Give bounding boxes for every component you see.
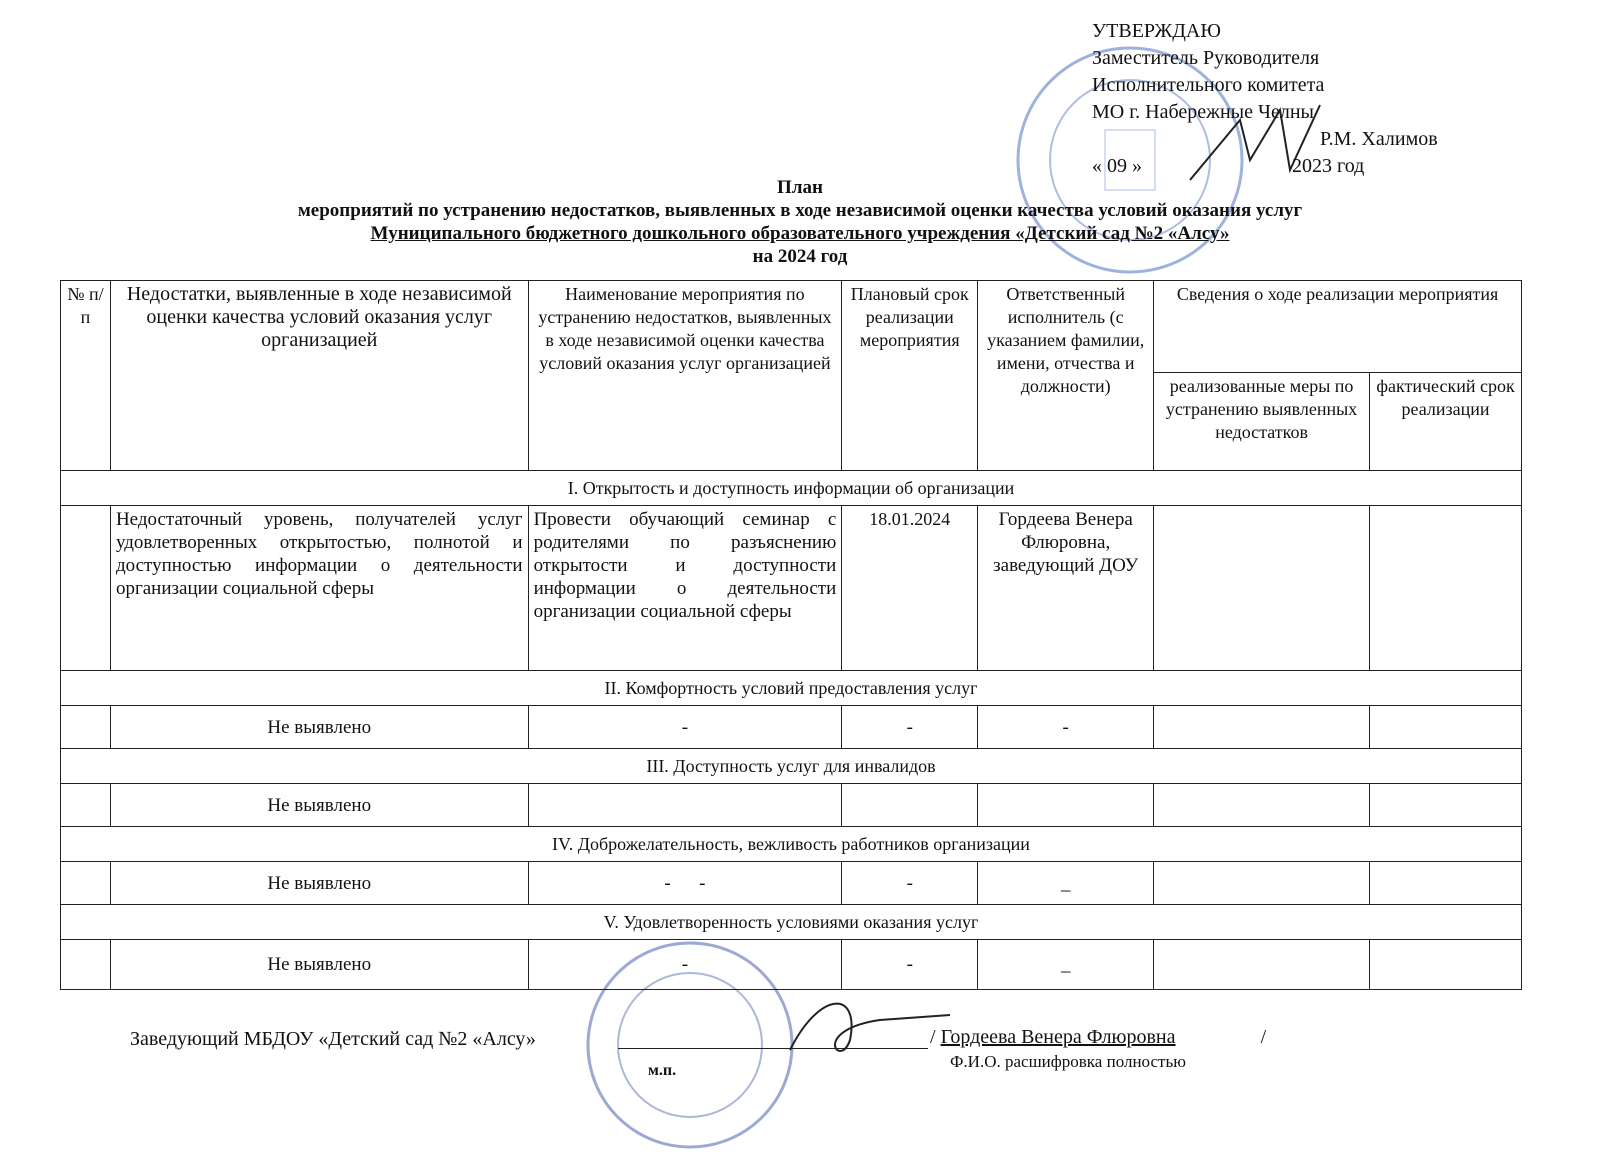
header-deadline: Плановый срок реализации мероприятия <box>842 281 978 471</box>
cell-deadline: 18.01.2024 <box>842 506 978 671</box>
approval-position: Заместитель Руководителя <box>1092 47 1320 69</box>
footer-position: Заведующий МБДОУ «Детский сад №2 «Алсу» <box>130 1028 536 1050</box>
header-deficiencies: Недостатки, выявленные в ходе независимой оценки качества условий оказания услуг организацией <box>110 281 528 471</box>
cell-deadline: - <box>842 940 978 990</box>
table-row <box>61 706 1522 749</box>
cell-actual <box>1370 940 1522 990</box>
cell-realized <box>1154 862 1370 905</box>
header-progress: Сведения о ходе реализации мероприятия <box>1154 281 1522 373</box>
footer-name: Гордеева Венера Флюровна <box>940 1026 1176 1048</box>
stamp-place-label: м.п. <box>648 1062 677 1079</box>
heading-subject: мероприятий по устранению недостатков, выявленных в ходе независимой оценки качества условий оказания услуг <box>297 200 1303 221</box>
approval-day: « 09 » <box>1092 155 1142 177</box>
footer-name-caption: Ф.И.О. расшифровка полностью <box>950 1052 1186 1071</box>
section-title: V. Удовлетворенность условиями оказания услуг <box>61 905 1522 940</box>
heading-year: на 2024 год <box>752 246 848 267</box>
table-row <box>61 784 1522 827</box>
cell-realized <box>1154 940 1370 990</box>
header-responsible: Ответственный исполнитель (с указанием фамилии, имени, отчества и должности) <box>978 281 1154 471</box>
cell-measure <box>528 784 842 827</box>
heading-organization: Муниципального бюджетного дошкольного образовательного учреждения «Детский сад №2 «Алсу» <box>370 223 1230 244</box>
cell-measure: Провести обучающий семинар с родителями по разъяснению открытости и доступности информации о деятельности организации социальной сферы <box>528 506 842 671</box>
cell-responsible: Гордеева Венера Флюровна, заведующий ДОУ <box>978 506 1154 671</box>
header-realized: реализованные меры по устранению выявленных недостатков <box>1154 373 1370 471</box>
table-row <box>61 506 1522 671</box>
cell-actual <box>1370 506 1522 671</box>
cell-responsible: - <box>978 706 1154 749</box>
cell-responsible: _ <box>978 862 1154 905</box>
footer-name-block: / Гордеева Венера Флюровна / <box>930 1026 1267 1048</box>
approval-block <box>1092 18 1438 180</box>
approval-year: 2023 год <box>1292 155 1365 177</box>
cell-actual <box>1370 784 1522 827</box>
cell-responsible <box>978 784 1154 827</box>
table-row <box>61 940 1522 990</box>
cell-deficiency: Недостаточный уровень, получателей услуг удовлетворенных открытостью, полнотой и доступностью информации о деятельности организации социальной сферы <box>110 506 528 671</box>
header-measure: Наименование мероприятия по устранению недостатков, выявленных в ходе независимой оценки качества условий оказания услуг организацией <box>528 281 842 471</box>
cell-deadline: - <box>842 862 978 905</box>
cell-actual <box>1370 862 1522 905</box>
cell-deficiency: Не выявлено <box>110 706 528 749</box>
cell-measure: - <box>528 706 842 749</box>
document-heading <box>60 176 1540 268</box>
header-actual: фактический срок реализации <box>1370 373 1522 471</box>
header-num: № п/п <box>61 281 111 471</box>
approval-city: МО г. Набережные Челны <box>1092 101 1314 123</box>
section-title: IV. Доброжелательность, вежливость работников организации <box>61 827 1522 862</box>
table-row <box>61 862 1522 905</box>
cell-measure: - <box>528 940 842 990</box>
cell-responsible: _ <box>978 940 1154 990</box>
section-title: II. Комфортность условий предоставления услуг <box>61 671 1522 706</box>
cell-measure: - - <box>528 862 842 905</box>
cell-deficiency: Не выявлено <box>110 940 528 990</box>
cell-realized <box>1154 784 1370 827</box>
heading-plan: План <box>777 177 823 198</box>
cell-realized <box>1154 506 1370 671</box>
cell-deficiency: Не выявлено <box>110 784 528 827</box>
section-title: I. Открытость и доступность информации об организации <box>61 471 1522 506</box>
signature-line <box>618 1048 928 1049</box>
cell-deadline: - <box>842 706 978 749</box>
approval-org: Исполнительного комитета <box>1092 74 1325 96</box>
approval-name: Р.М. Халимов <box>1320 128 1438 150</box>
section-title: III. Доступность услуг для инвалидов <box>61 749 1522 784</box>
plan-table <box>60 280 1522 990</box>
cell-realized <box>1154 706 1370 749</box>
cell-actual <box>1370 706 1522 749</box>
cell-deadline <box>842 784 978 827</box>
approval-title: УТВЕРЖДАЮ <box>1092 20 1221 42</box>
cell-deficiency: Не выявлено <box>110 862 528 905</box>
